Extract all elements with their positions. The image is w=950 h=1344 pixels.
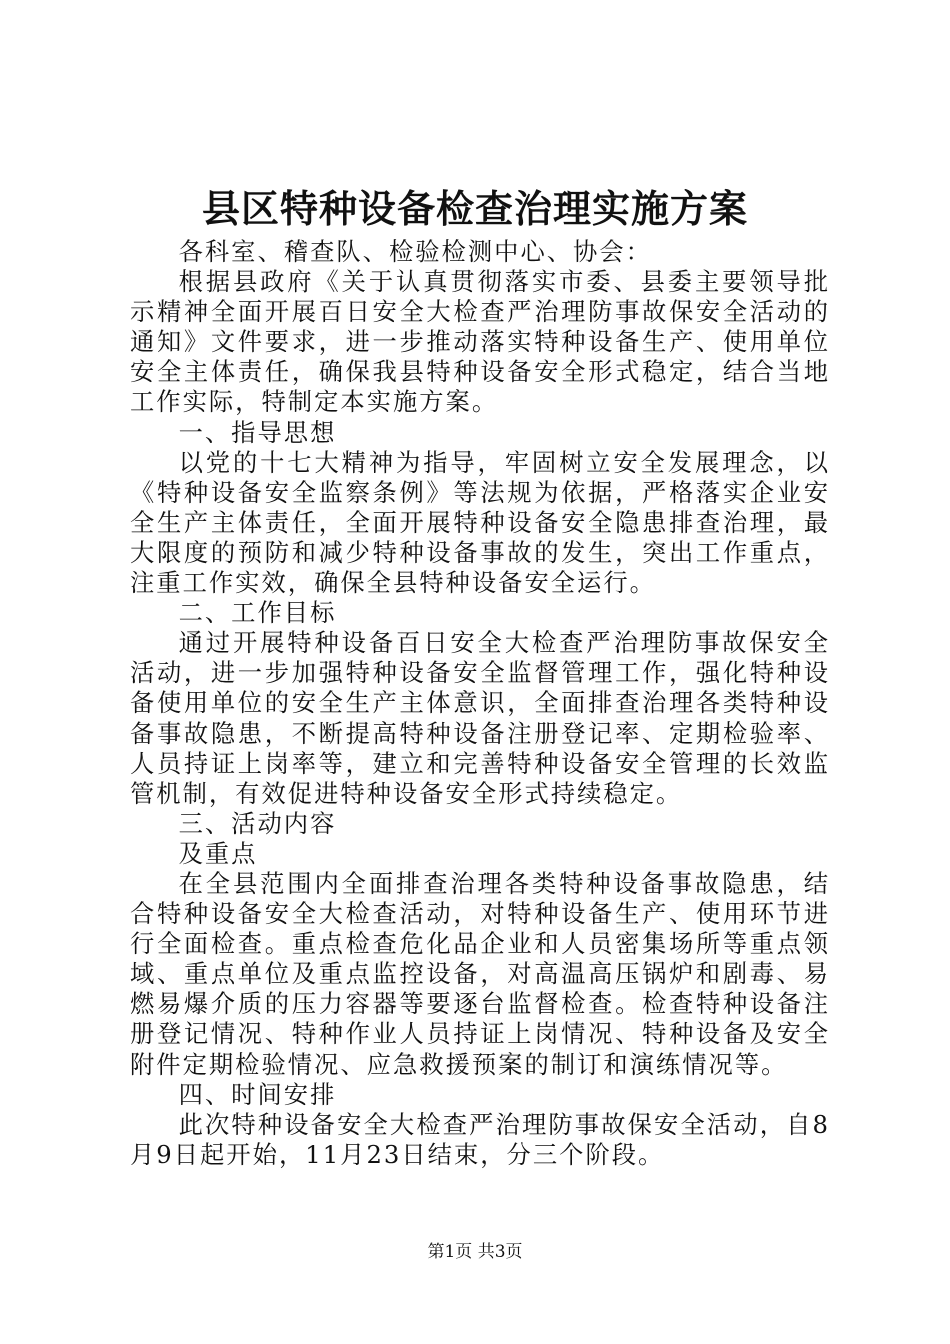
section-heading-key-points: 及重点: [178, 838, 258, 868]
section-heading-schedule: 四、时间安排: [178, 1079, 337, 1109]
page-footer: 第1页 共3页: [427, 1242, 523, 1262]
work-goals-paragraph: 通过开展特种设备百日安全大检查严治理防事故保安全活动，进一步加强特种设备安全监督管理工作，强化特种设备使用单位的安全生产主体意识，全面排查治理各类特种设备事故隐患，不断提高特种设备注册登记率、定期检验率、人员持证上岗率等，建立和完善特种设备安全管理的长效监管机制，有效促进特种设备安全形式持续稳定。: [130, 628, 830, 808]
salutation: 各科室、稽查队、检验检测中心、协会：: [178, 237, 652, 266]
schedule-paragraph: 此次特种设备安全大检查严治理防事故保安全活动，自8月9日起开始，11月23日结束，分三个阶段。: [130, 1109, 830, 1169]
intro-paragraph: 根据县政府《关于认真贯彻落实市委、县委主要领导批示精神全面开展百日安全大检查严治理防事故保安全活动的通知》文件要求，进一步推动落实特种设备生产、使用单位安全主体责任，确保我县特种设备安全形式稳定，结合当地工作实际，特制定本实施方案。: [130, 267, 830, 417]
guiding-ideology-paragraph: 以党的十七大精神为指导，牢固树立安全发展理念，以《特种设备安全监察条例》等法规为依据，严格落实企业安全生产主体责任，全面开展特种设备安全隐患排查治理，最大限度的预防和减少特种设备事故的发生，突出工作重点，注重工作实效，确保全县特种设备安全运行。: [130, 447, 830, 598]
section-heading-activity-content: 三、活动内容: [178, 808, 337, 838]
section-heading-guiding-ideology: 一、指导思想: [178, 417, 337, 447]
activity-content-paragraph: 在全县范围内全面排查治理各类特种设备事故隐患，结合特种设备安全大检查活动，对特种设备生产、使用环节进行全面检查。重点检查危化品企业和人员密集场所等重点领域、重点单位及重点监控设备，对高温高压锅炉和剧毒、易燃易爆介质的压力容器等要逐台监督检查。检查特种设备注册登记情况、特种作业人员持证上岗情况、特种设备及安全附件定期检验情况、应急救援预案的制订和演练情况等。: [130, 868, 830, 1079]
document-title: 县区特种设备检查治理实施方案: [201, 186, 748, 231]
document-body: [130, 237, 830, 1170]
section-heading-work-goals: 二、工作目标: [178, 598, 337, 628]
